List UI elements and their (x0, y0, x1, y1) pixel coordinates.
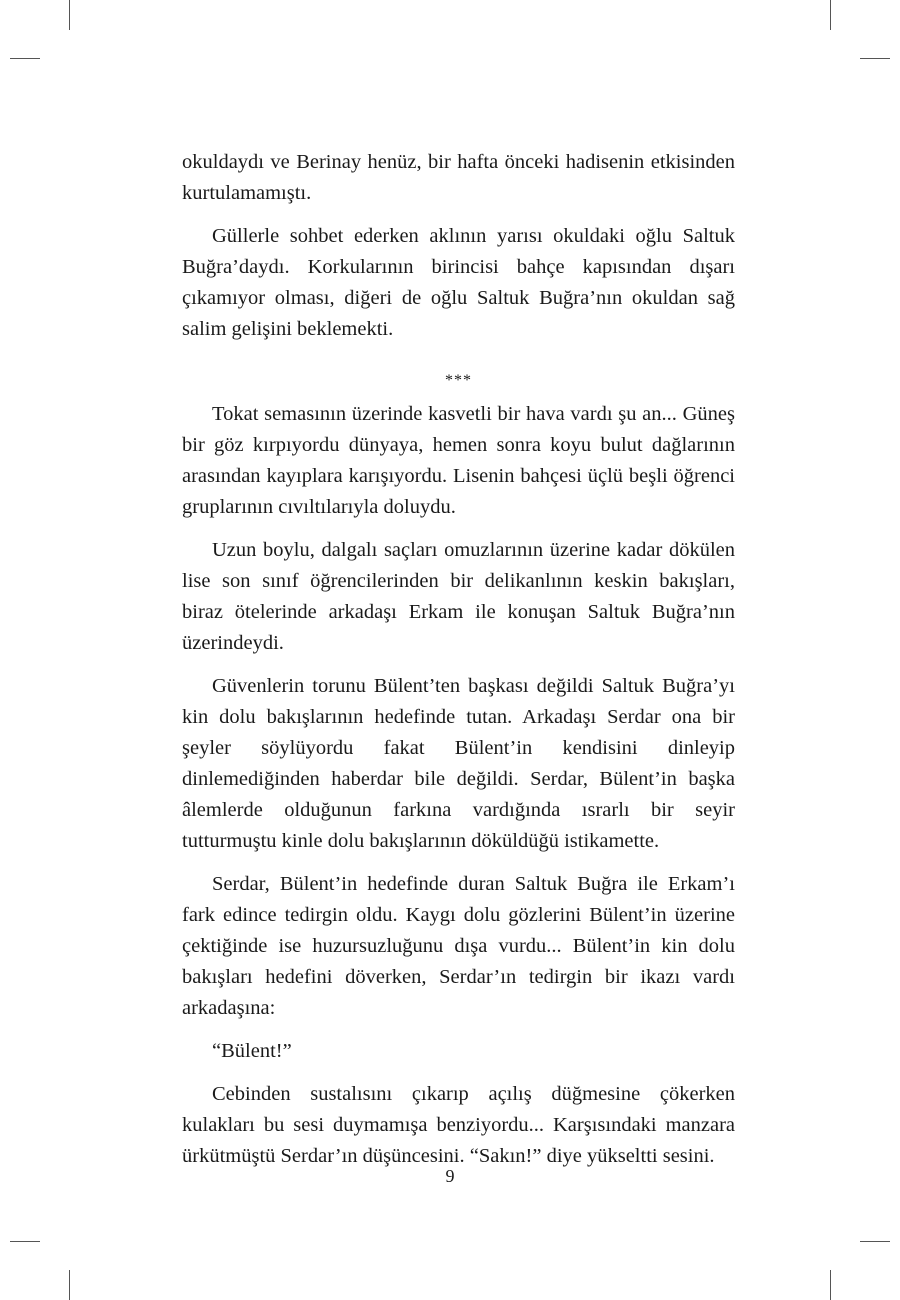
paragraph-6: Serdar, Bülent’in hedefinde duran Saltuk Buğra ile Erkam’ı fark edince tedirgin oldu. Kaygı dolu gözlerini Bülent’in üzerine çektiğinde ise huzursuzluğunu dışa vurdu... Bülent’in kin dolu bakışları hedefini döverken, Serdar’ın tedirgin bir ikazı vardı arkadaşına: (182, 873, 735, 1019)
paragraph-8: Cebinden sustalısını çıkarıp açılış düğmesine çökerken kulakları bu sesi duymamışa benziyordu... Karşısındaki manzara ürkütmüştü Serdar’ın düşüncesini. “Sakın!” diye yükseltti sesini. (182, 1083, 735, 1167)
crop-mark-right-top (860, 58, 890, 59)
paragraph-4: Uzun boylu, dalgalı saçları omuzlarının üzerine kadar dökülen lise son sınıf öğrencilerinden bir delikanlının keskin bakışları, biraz ötelerinde arkadaşı Erkam ile konuşan Saltuk Buğra’nın üzerindeydi. (182, 539, 735, 654)
crop-mark-bottom-right (830, 1270, 831, 1300)
page-body (182, 147, 735, 1172)
paragraph-7-dialogue: “Bülent!” (212, 1040, 292, 1062)
crop-mark-top-left (69, 0, 70, 30)
scene-break: *** (445, 372, 472, 389)
page-number: 9 (445, 1166, 455, 1186)
crop-mark-top-right (830, 0, 831, 30)
crop-mark-right-bottom (860, 1241, 890, 1242)
paragraph-5: Güvenlerin torunu Bülent’ten başkası değildi Saltuk Buğra’yı kin dolu bakışlarının hedefinde tutan. Arkadaşı Serdar ona bir şeyler söylüyordu fakat Bülent’in kendisini dinleyip dinlemediğinden haberdar bile değildi. Serdar, Bülent’in başka âlemlerde olduğunun farkına vardığında ısrarlı bir seyir tutturmuştu kinle dolu bakışlarının döküldüğü istikamette. (182, 675, 735, 852)
paragraph-1: okuldaydı ve Berinay henüz, bir hafta önceki hadisenin etkisinden kurtulamamıştı. (182, 151, 735, 204)
crop-mark-left-top (10, 58, 40, 59)
crop-mark-left-bottom (10, 1241, 40, 1242)
paragraph-2: Güllerle sohbet ederken aklının yarısı okuldaki oğlu Saltuk Buğra’daydı. Korkularının birincisi bahçe kapısından dışarı çıkamıyor olması, diğeri de oğlu Saltuk Buğra’nın okuldan sağ salim gelişini beklemekti. (182, 225, 735, 340)
paragraph-3: Tokat semasının üzerinde kasvetli bir hava vardı şu an... Güneş bir göz kırpıyordu dünyaya, hemen sonra koyu bulut dağlarının arasından kayıplara karışıyordu. Lisenin bahçesi üçlü beşli öğrenci gruplarının cıvıltılarıyla doluydu. (182, 403, 735, 518)
crop-mark-bottom-left (69, 1270, 70, 1300)
